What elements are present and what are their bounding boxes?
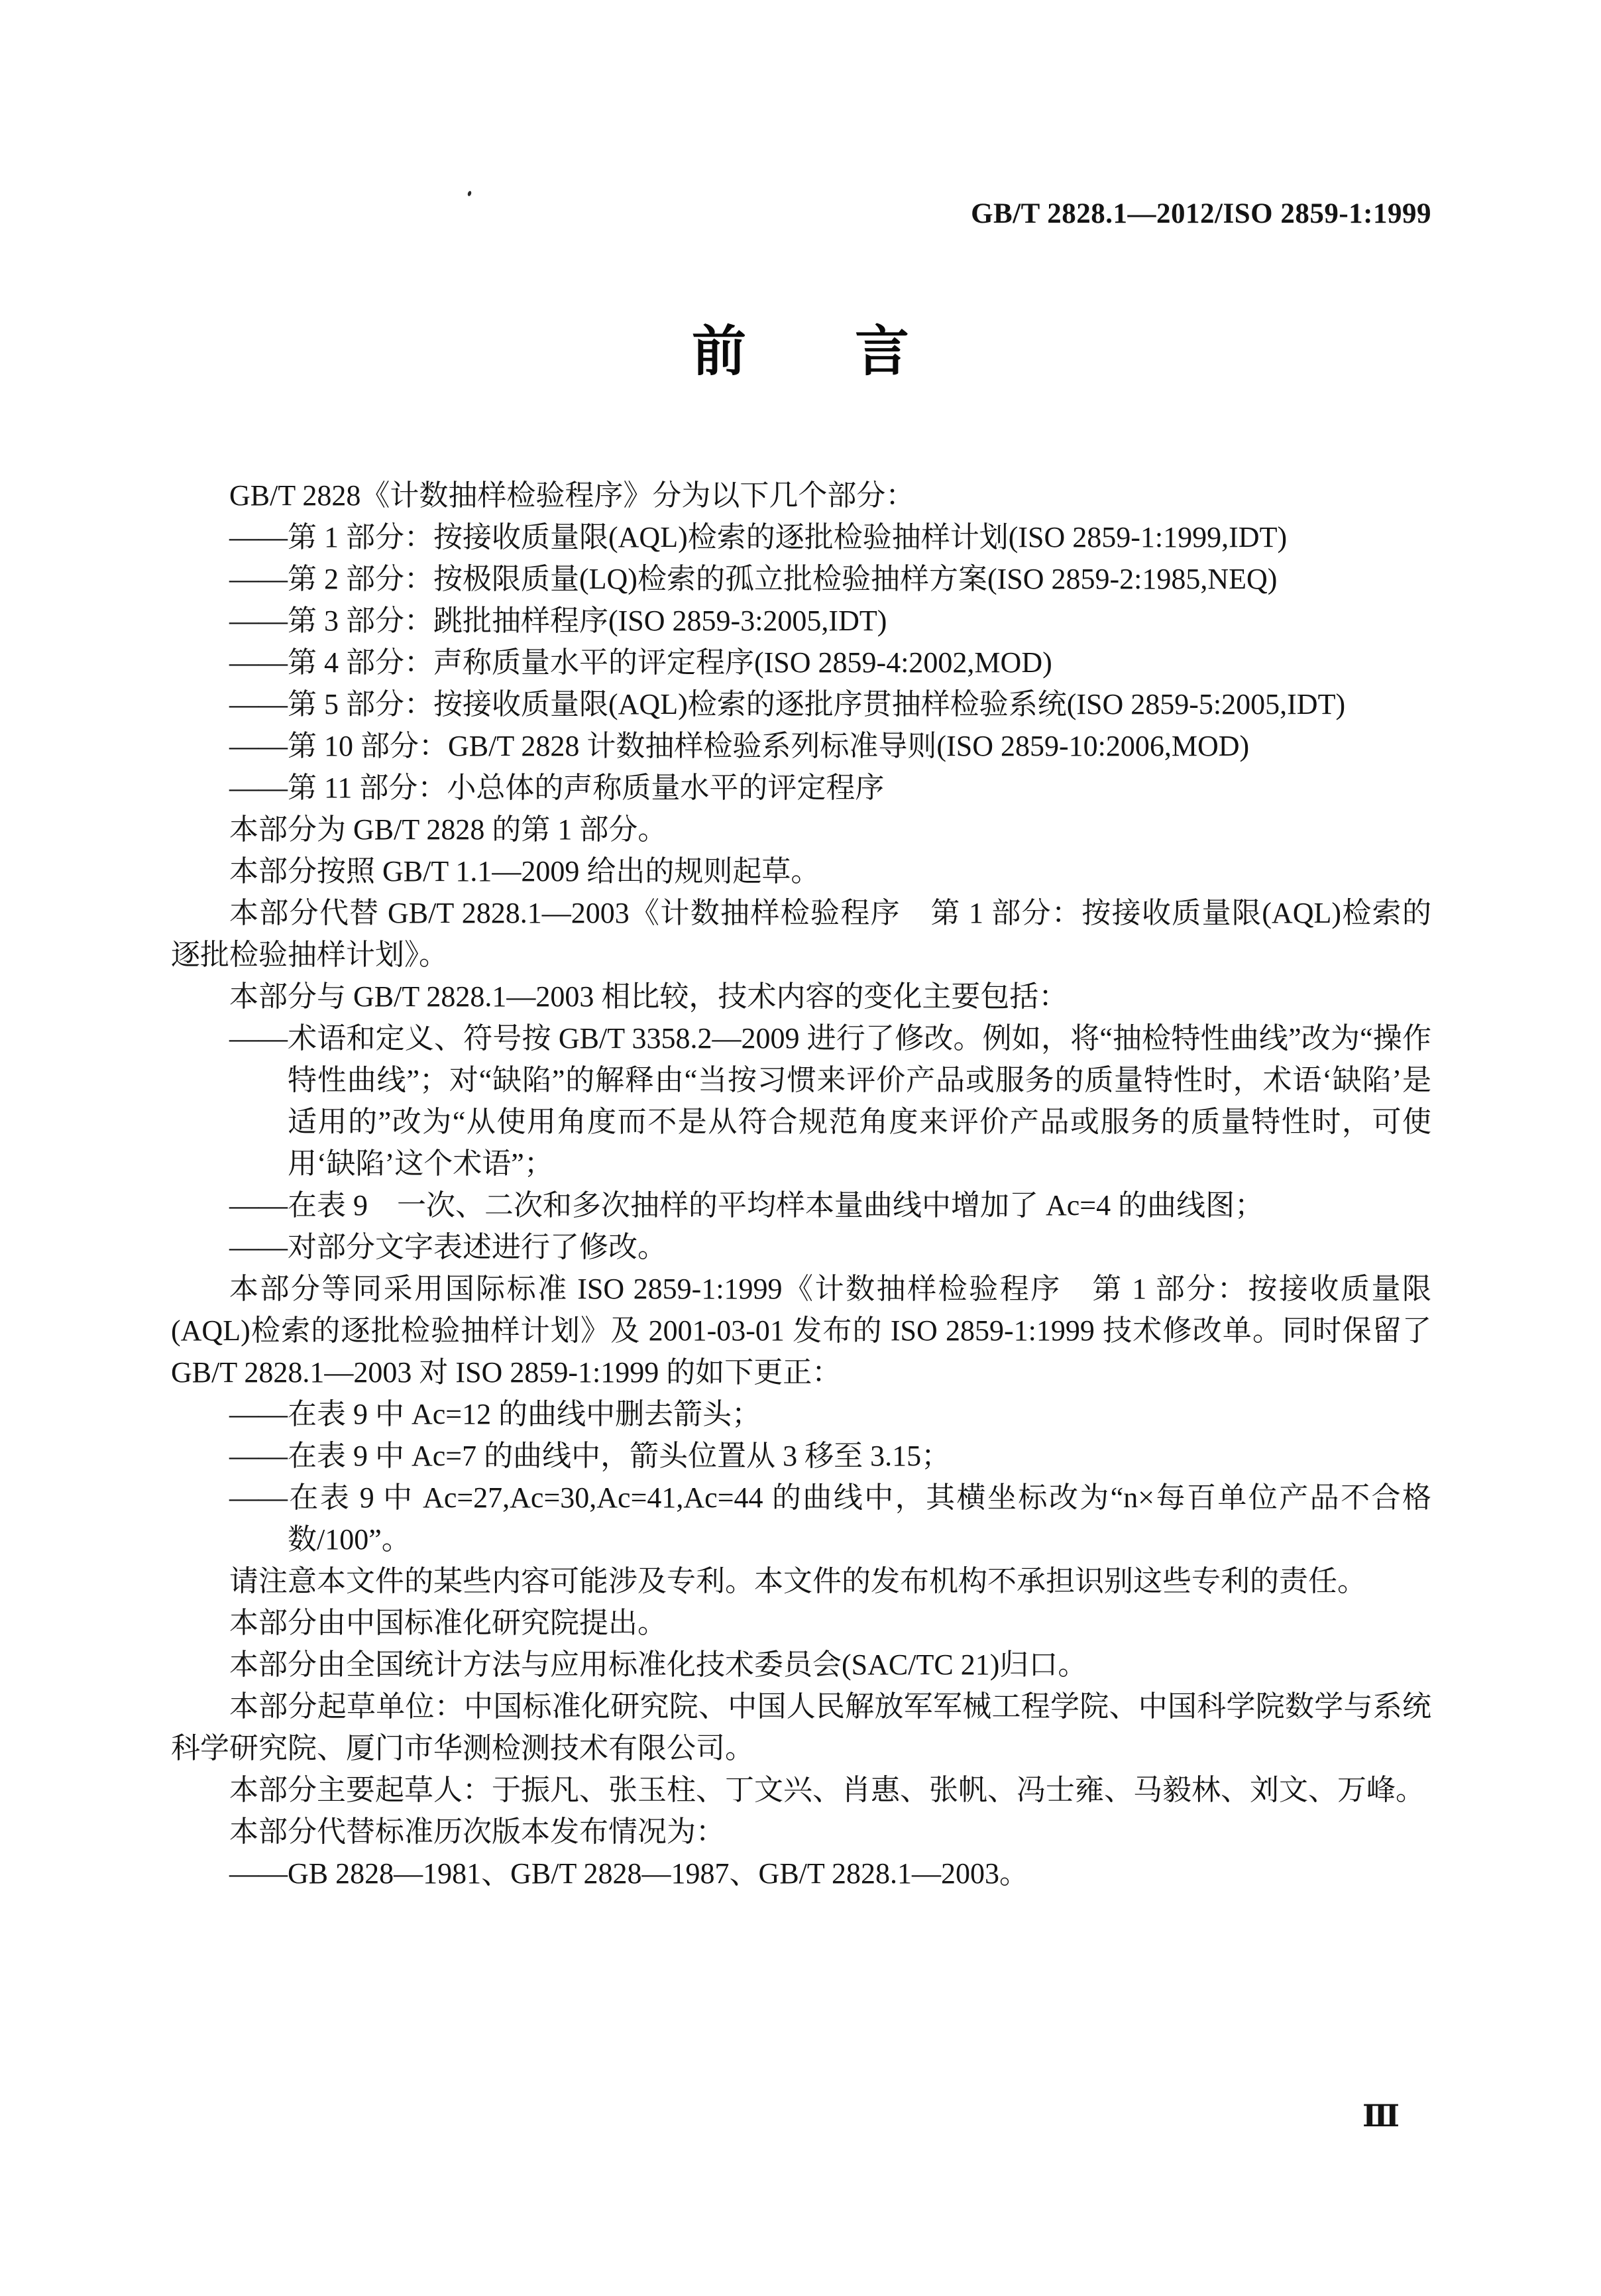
- paragraph: ——对部分文字表述进行了修改。: [229, 1231, 667, 1263]
- page-title: 前 言: [691, 321, 909, 382]
- document-body: [171, 475, 1431, 1894]
- paragraph: ——在表 9 中 Ac=27,Ac=30,Ac=41,Ac=44 的曲线中，其横坐标改为“n×每百单位产品不合格数/100”。: [229, 1481, 1431, 1556]
- paragraph: ——术语和定义、符号按 GB/T 3358.2—2009 进行了修改。例如，将“抽检特性曲线”改为“操作特性曲线”；对“缺陷”的解释由“当按习惯来评价产品或服务的质量特性时，术语‘缺陷’是适用的”改为“从使用角度而不是从符合规范角度来评价产品或服务的质量特性时，可使用‘缺陷’这个术语”；: [229, 1022, 1431, 1180]
- paragraph: ——在表 9 一次、二次和多次抽样的平均样本量曲线中增加了 Ac=4 的曲线图；: [229, 1189, 1264, 1222]
- paragraph: 本部分代替标准历次版本发布情况为：: [229, 1815, 725, 1848]
- paragraph: ——第 4 部分：声称质量水平的评定程序(ISO 2859-4:2002,MOD): [229, 646, 1052, 679]
- paragraph: 本部分按照 GB/T 1.1—2009 给出的规则起草。: [229, 855, 820, 888]
- standard-number-header: GB/T 2828.1—2012/ISO 2859-1:1999: [971, 198, 1431, 229]
- paragraph: 本部分由全国统计方法与应用标准化技术委员会(SAC/TC 21)归口。: [229, 1648, 1087, 1681]
- paragraph: 本部分起草单位：中国标准化研究院、中国人民解放军军械工程学院、中国科学院数学与系统科学研究院、厦门市华测检测技术有限公司。: [171, 1690, 1431, 1764]
- paragraph: 本部分等同采用国际标准 ISO 2859-1:1999《计数抽样检验程序 第 1 部分：按接收质量限(AQL)检索的逐批检验抽样计划》及 2001-03-01 发布的 ISO 2859-1:1999 技术修改单。同时保留了 GB/T 2828.1—2003 对 ISO 2859-1:1999 的如下更正：: [171, 1273, 1431, 1389]
- page-number: Ⅲ: [1362, 2099, 1400, 2133]
- paragraph: ——第 3 部分：跳批抽样程序(ISO 2859-3:2005,IDT): [229, 604, 887, 637]
- paragraph: ——第 11 部分：小总体的声称质量水平的评定程序: [229, 772, 885, 804]
- paragraph: 请注意本文件的某些内容可能涉及专利。本文件的发布机构不承担识别这些专利的责任。: [229, 1565, 1366, 1597]
- paragraph: ——第 1 部分：按接收质量限(AQL)检索的逐批检验抽样计划(ISO 2859-1:1999,IDT): [229, 521, 1288, 553]
- paragraph: 本部分主要起草人：于振凡、张玉柱、丁文兴、肖惠、张帆、冯士雍、马毅林、刘文、万峰。: [229, 1774, 1425, 1806]
- scan-speck: [467, 190, 472, 196]
- paragraph: 本部分与 GB/T 2828.1—2003 相比较，技术内容的变化主要包括：: [229, 980, 1068, 1013]
- paragraph: GB/T 2828《计数抽样检验程序》分为以下几个部分：: [229, 479, 915, 512]
- paragraph: ——在表 9 中 Ac=12 的曲线中删去箭头；: [229, 1398, 761, 1430]
- paragraph: ——第 5 部分：按接收质量限(AQL)检索的逐批序贯抽样检验系统(ISO 2859-5:2005,IDT): [229, 688, 1346, 720]
- paragraph: ——GB 2828—1981、GB/T 2828—1987、GB/T 2828.1—2003。: [229, 1857, 1028, 1890]
- paragraph: ——第 2 部分：按极限质量(LQ)检索的孤立批检验抽样方案(ISO 2859-2:1985,NEQ): [229, 563, 1278, 595]
- paragraph: ——在表 9 中 Ac=7 的曲线中，箭头位置从 3 移至 3.15；: [229, 1440, 951, 1472]
- paragraph: 本部分由中国标准化研究院提出。: [229, 1607, 667, 1639]
- paragraph: 本部分为 GB/T 2828 的第 1 部分。: [229, 813, 667, 846]
- paragraph: ——第 10 部分：GB/T 2828 计数抽样检验系列标准导则(ISO 2859-10:2006,MOD): [229, 730, 1250, 762]
- paragraph: 本部分代替 GB/T 2828.1—2003《计数抽样检验程序 第 1 部分：按接收质量限(AQL)检索的逐批检验抽样计划》。: [171, 897, 1431, 971]
